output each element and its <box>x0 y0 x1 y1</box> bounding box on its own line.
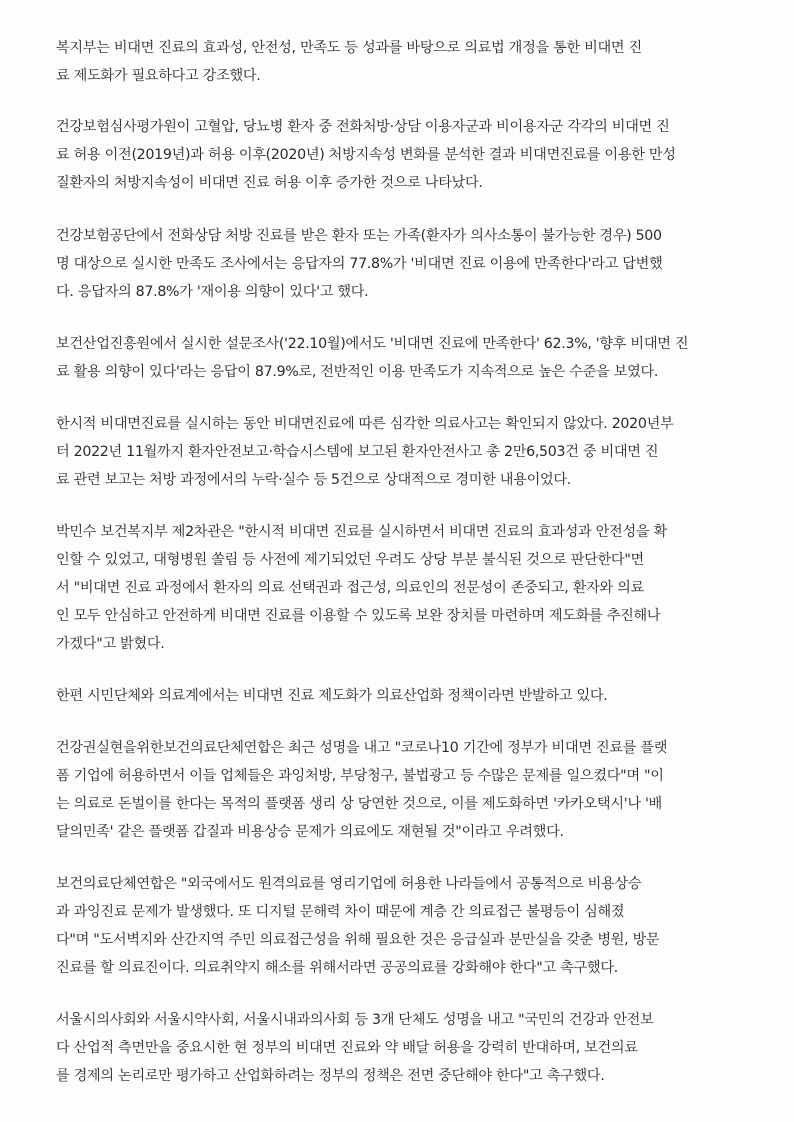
paragraph-9 <box>56 870 754 982</box>
text-line: 료 관련 보고는 처방 과정에서의 누락·실수 등 5건으로 상대적으로 경미한 내용이었다. <box>56 472 572 488</box>
text-line: 다"며 "도서벽지와 산간지역 주민 의료접근성을 위해 필요한 것은 응급실과 분만실을 갖춘 병원, 방문 <box>56 932 660 948</box>
paragraph-2 <box>56 113 754 197</box>
text-line: 건강보험공단에서 전화상담 처방 진료를 받은 환자 또는 가족(환자가 의사소통이 불가능한 경우) 500 <box>56 228 662 244</box>
paragraph-1 <box>56 34 754 90</box>
text-line: 를 경제의 논리로만 평가하고 산업화하려는 정부의 정책은 전면 중단해야 한다"고 촉구했다. <box>56 1068 605 1084</box>
text-line: 한편 시민단체와 의료계에서는 비대면 진료 제도화가 의료산업화 정책이라면 반발하고 있다. <box>56 688 608 704</box>
text-line: 는 의료로 돈벌이를 한다는 목적의 플랫폼 생리 상 당연한 것으로, 이를 제도화하면 '카카오택시'나 '배 <box>56 796 662 812</box>
text-line: 달의민족' 같은 플랫폼 갑질과 비용상승 문제가 의료에도 재현될 것"이라고 우려했다. <box>56 824 564 840</box>
text-line: 다. 응답자의 87.8%가 '재이용 의향이 있다'고 했다. <box>56 284 369 300</box>
text-line: 료 제도화가 필요하다고 강조했다. <box>56 68 261 84</box>
text-line: 인 모두 안심하고 안전하게 비대면 진료를 이용할 수 있도록 보완 장치를 마련하며 제도화를 추진해나 <box>56 608 661 624</box>
text-line: 터 2022년 11월까지 환자안전보고·학습시스템에 보고된 환자안전사고 총 2만6,503건 중 비대면 진 <box>56 444 659 460</box>
text-line: 인할 수 있었고, 대형병원 쏠림 등 사전에 제기되었던 우려도 상당 부분 불식된 것으로 판단한다"면 <box>56 552 644 568</box>
text-line: 건강보험심사평가원이 고혈압, 당뇨병 환자 중 전화처방·상담 이용자군과 비이용자군 각각의 비대면 진 <box>56 119 670 135</box>
text-line: 보건산업진흥원에서 실시한 설문조사('22.10월)에서도 '비대면 진료에 만족한다' 62.3%, '향후 비대면 진 <box>56 336 689 352</box>
text-line: 질환자의 처방지속성이 비대면 진료 허용 이후 증가한 것으로 나타났다. <box>56 175 483 191</box>
text-line: 건강권실현을위한보건의료단체연합은 최근 성명을 내고 "코로나10 기간에 정부가 비대면 진료를 플랫 <box>56 740 668 756</box>
text-line: 서 "비대면 진료 과정에서 환자의 의료 선택권과 접근성, 의료인의 전문성이 존중되고, 환자와 의료 <box>56 580 644 596</box>
text-line: 한시적 비대면진료를 실시하는 동안 비대면진료에 따른 심각한 의료사고는 확인되지 않았다. 2020년부 <box>56 416 674 432</box>
text-line: 폼 기업에 허용하면서 이들 업체들은 과잉처방, 부당청구, 불법광고 등 수많은 문제를 일으켰다"며 "이 <box>56 768 664 784</box>
paragraph-3 <box>56 222 754 306</box>
paragraph-10 <box>56 1006 754 1090</box>
text-line: 료 활용 의향이 있다'라는 응답이 87.9%로, 전반적인 이용 만족도가 지속적으로 높은 수준을 보였다. <box>56 364 659 380</box>
text-line: 서울시의사회와 서울시약사회, 서울시내과의사회 등 3개 단체도 성명을 내고 "국민의 건강과 안전보 <box>56 1012 654 1028</box>
text-line: 박민수 보건복지부 제2차관은 "한시적 비대면 진료를 실시하면서 비대면 진료의 효과성과 안전성을 확 <box>56 524 667 540</box>
text-line: 가겠다"고 밝혔다. <box>56 636 165 652</box>
text-line: 진료를 할 의료진이다. 의료취약지 해소를 위해서라면 공공의료를 강화해야 한다"고 촉구했다. <box>56 960 618 976</box>
paragraph-8 <box>56 734 754 846</box>
text-line: 복지부는 비대면 진료의 효과성, 안전성, 만족도 등 성과를 바탕으로 의료법 개정을 통한 비대면 진 <box>56 40 642 56</box>
text-line: 다 산업적 측면만을 중요시한 현 정부의 비대면 진료와 약 배달 허용을 강력히 반대하며, 보건의료 <box>56 1040 638 1056</box>
paragraph-5 <box>56 410 754 494</box>
text-line: 과 과잉진료 문제가 발생했다. 또 디지털 문해력 차이 때문에 계층 간 의료접근 불평등이 심해졌 <box>56 904 625 920</box>
text-line: 보건의료단체연합은 "외국에서도 원격의료를 영리기업에 허용한 나라들에서 공통적으로 비용상승 <box>56 876 642 892</box>
paragraph-7 <box>56 682 754 710</box>
text-line: 명 대상으로 실시한 만족도 조사에서는 응답자의 77.8%가 '비대면 진료 이용에 만족한다'라고 답변했 <box>56 256 663 272</box>
text-line: 료 허용 이전(2019년)과 허용 이후(2020년) 처방지속성 변화를 분석한 결과 비대면진료를 이용한 만성 <box>56 147 676 163</box>
paragraph-4 <box>56 330 754 386</box>
paragraph-6 <box>56 518 754 658</box>
